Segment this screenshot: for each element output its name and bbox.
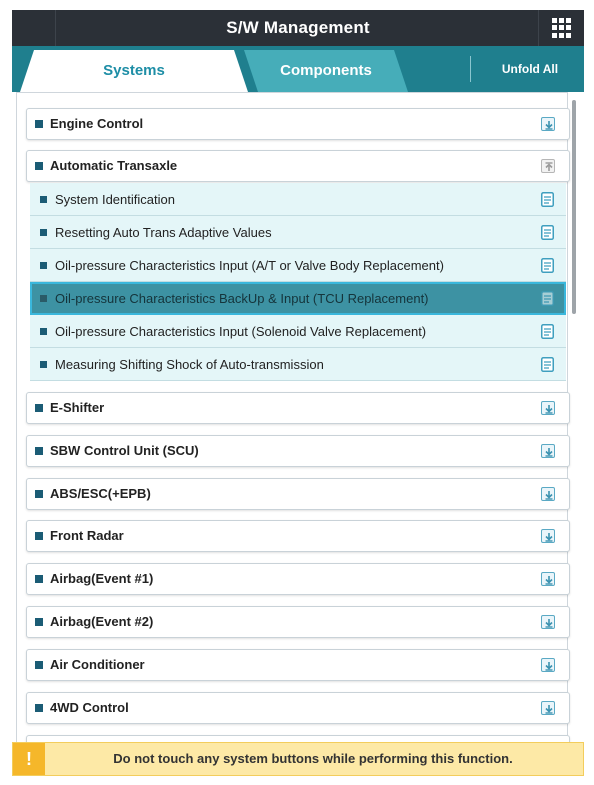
title-bar — [12, 10, 584, 46]
warning-message: Do not touch any system buttons while performing this function. — [113, 751, 513, 766]
bullet-icon — [40, 262, 47, 269]
function-item-selected[interactable] — [30, 282, 566, 315]
scrollbar[interactable] — [572, 100, 577, 740]
system-group-e-shifter[interactable] — [26, 392, 570, 424]
system-group-label: Automatic Transaxle — [50, 158, 178, 173]
bullet-icon — [40, 328, 47, 335]
system-group-airbag-event-1[interactable] — [26, 563, 570, 595]
system-group-label: Front Radar — [50, 528, 124, 543]
system-group-label: Airbag(Event #1) — [50, 571, 154, 586]
bullet-icon — [35, 661, 43, 669]
function-label: Oil-pressure Characteristics BackUp & Input (TCU Replacement) — [55, 291, 429, 306]
warning-bar — [12, 742, 584, 776]
function-label: System Identification — [55, 192, 175, 207]
function-item[interactable] — [30, 249, 566, 282]
bullet-icon — [40, 295, 47, 302]
expand-icon[interactable] — [541, 658, 555, 672]
expand-icon[interactable] — [541, 487, 555, 501]
function-item[interactable] — [30, 315, 566, 348]
bullet-icon — [35, 704, 43, 712]
expand-icon[interactable] — [541, 572, 555, 586]
system-group-label: 4WD Control — [50, 700, 129, 715]
document-icon — [541, 357, 554, 372]
page-title: S/W Management — [226, 18, 370, 37]
tab-systems[interactable] — [20, 50, 248, 92]
bullet-icon — [40, 196, 47, 203]
system-group-label: Engine Control — [50, 116, 144, 131]
warning-icon: ! — [13, 743, 45, 775]
expand-icon[interactable] — [541, 444, 555, 458]
function-label: Measuring Shifting Shock of Auto-transmission — [55, 357, 324, 372]
tab-divider — [470, 56, 471, 82]
bullet-icon — [35, 120, 43, 128]
function-label: Oil-pressure Characteristics Input (A/T or Valve Body Replacement) — [55, 258, 444, 273]
system-group-label: Airbag(Event #2) — [50, 614, 154, 629]
bullet-icon — [35, 490, 43, 498]
function-label: Oil-pressure Characteristics Input (Solenoid Valve Replacement) — [55, 324, 427, 339]
system-list[interactable] — [12, 92, 584, 742]
system-group-partial[interactable] — [26, 735, 570, 742]
bullet-icon — [35, 618, 43, 626]
bullet-icon — [35, 162, 43, 170]
document-icon — [541, 225, 554, 240]
tab-components-label: Components — [280, 62, 372, 79]
function-label: Resetting Auto Trans Adaptive Values — [55, 225, 272, 240]
bullet-icon — [40, 229, 47, 236]
sw-management-screen — [12, 10, 584, 778]
bullet-icon — [35, 447, 43, 455]
system-group-airbag-event-2[interactable] — [26, 606, 570, 638]
expand-icon[interactable] — [541, 701, 555, 715]
function-item[interactable] — [30, 183, 566, 216]
system-group-label: Air Conditioner — [50, 657, 145, 672]
tab-systems-label: Systems — [103, 62, 165, 79]
document-icon — [541, 291, 554, 306]
system-group-4wd-control[interactable] — [26, 692, 570, 724]
scrollbar-thumb[interactable] — [572, 100, 576, 314]
document-icon — [541, 192, 554, 207]
system-group-engine-control[interactable] — [26, 108, 570, 140]
bullet-icon — [35, 532, 43, 540]
system-group-air-conditioner[interactable] — [26, 649, 570, 681]
bullet-icon — [40, 361, 47, 368]
expand-icon[interactable] — [541, 615, 555, 629]
bullet-icon — [35, 575, 43, 583]
system-group-front-radar[interactable] — [26, 520, 570, 552]
function-item[interactable] — [30, 216, 566, 249]
function-item[interactable] — [30, 348, 566, 381]
expand-icon[interactable] — [541, 401, 555, 415]
expand-icon[interactable] — [541, 529, 555, 543]
expand-icon[interactable] — [541, 117, 555, 131]
bullet-icon — [35, 404, 43, 412]
apps-button[interactable] — [538, 10, 584, 46]
tab-components[interactable] — [244, 50, 408, 92]
grid-icon — [552, 18, 572, 38]
document-icon — [541, 324, 554, 339]
document-icon — [541, 258, 554, 273]
system-group-label: ABS/ESC(+EPB) — [50, 486, 151, 501]
system-group-sbw-control-unit[interactable] — [26, 435, 570, 467]
tab-bar — [12, 46, 584, 92]
system-group-automatic-transaxle[interactable] — [26, 150, 570, 182]
unfold-all-button[interactable]: Unfold All — [501, 62, 559, 76]
system-group-label: E-Shifter — [50, 400, 105, 415]
collapse-icon[interactable] — [541, 159, 555, 173]
system-group-label: SBW Control Unit (SCU) — [50, 443, 199, 458]
system-group-abs-esc[interactable] — [26, 478, 570, 510]
